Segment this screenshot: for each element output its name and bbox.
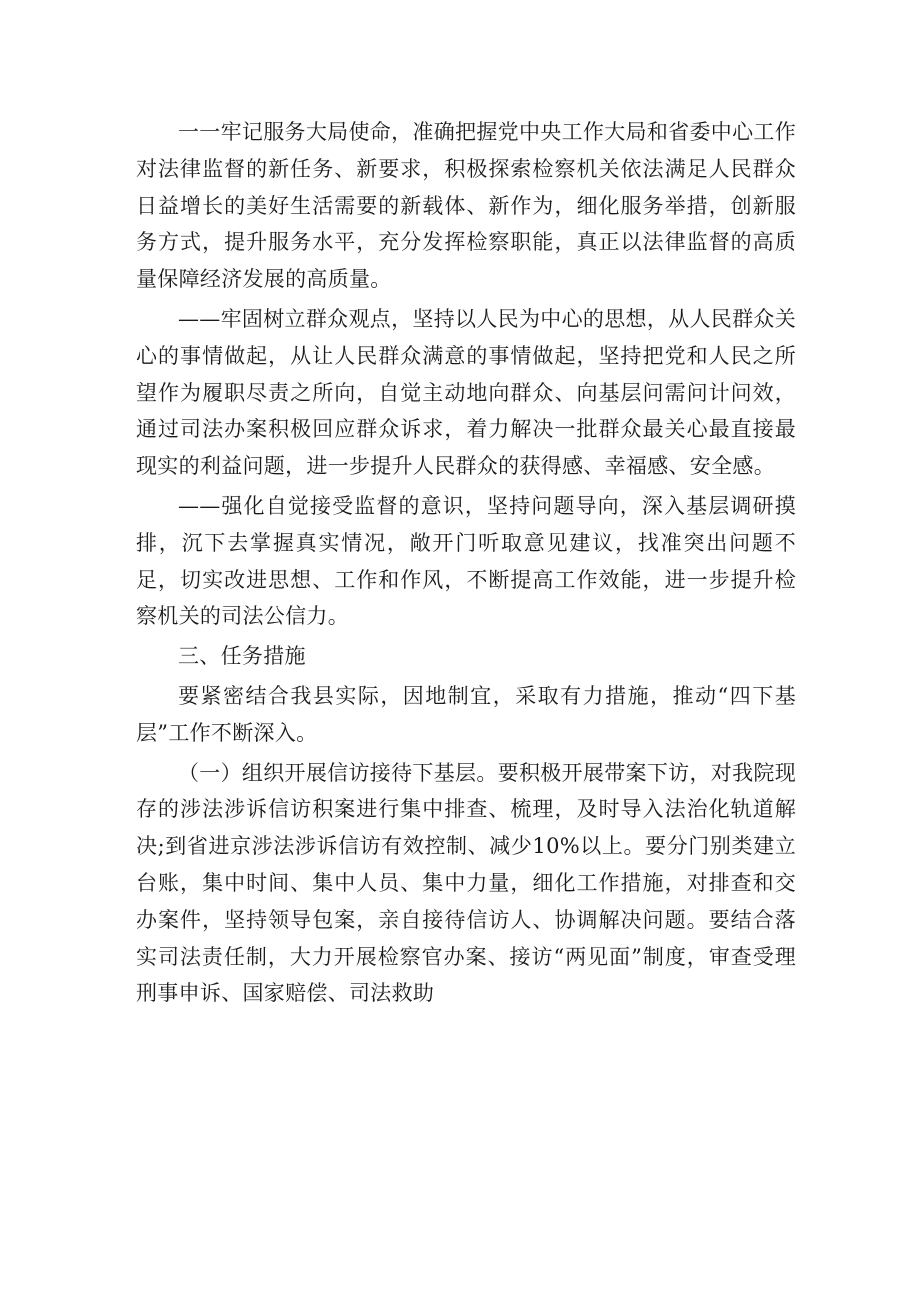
paragraph-mass-viewpoint: ——牢固树立群众观点，坚持以人民为中心的思想，从人民群众关心的事情做起，从让人民群众满意的事情做起，坚持把党和人民之所望作为履职尽责之所向，自觉主动地向群众、向基层问需问计问效，通过司法办案积极回应群众诉求，着力解决一批群众最关心最直接最现实的利益问题，进一步提升人民群众的获得感、幸福感、安全感。	[136, 306, 796, 479]
section-heading-task-measures: 三、任务措施	[178, 644, 306, 669]
document-page	[136, 114, 796, 1015]
paragraph-local-implementation: 要紧密结合我县实际，因地制宜，采取有力措施，推动“四下基层”工作不断深入。	[136, 683, 796, 745]
paragraph-serve-overall-mission: 一一牢记服务大局使命，准确把握党中央工作大局和省委中心工作对法律监督的新任务、新要求，积极探索检察机关依法满足人民群众日益增长的美好生活需要的新载体、新作为，细化服务举措，创新服务方式，提升服务水平，充分发挥检察职能，真正以法律监督的高质量保障经济发展的高质量。	[136, 120, 796, 292]
paragraph-accept-supervision: ——强化自觉接受监督的意识，坚持问题导向，深入基层调研摸排，沉下去掌握真实情况，敞开门听取意见建议，找准突出问题不足，切实改进思想、工作和作风，不断提高工作效能，进一步提升检察机关的司法公信力。	[136, 493, 796, 629]
paragraph-petition-reception: （一）组织开展信访接待下基层。要积极开展带案下访，对我院现存的涉法涉诉信访积案进行集中排查、梳理，及时导入法治化轨道解决;到省进京涉法涉诉信访有效控制、减少10%以上。要分门别类建立台账，集中时间、集中人员、集中力量，细化工作措施，对排查和交办案件，坚持领导包案，亲自接待信访人、协调解决问题。要结合落实司法责任制，大力开展检察官办案、接访“两见面”制度，审查受理刑事申诉、国家赔偿、司法救助	[136, 760, 796, 1006]
